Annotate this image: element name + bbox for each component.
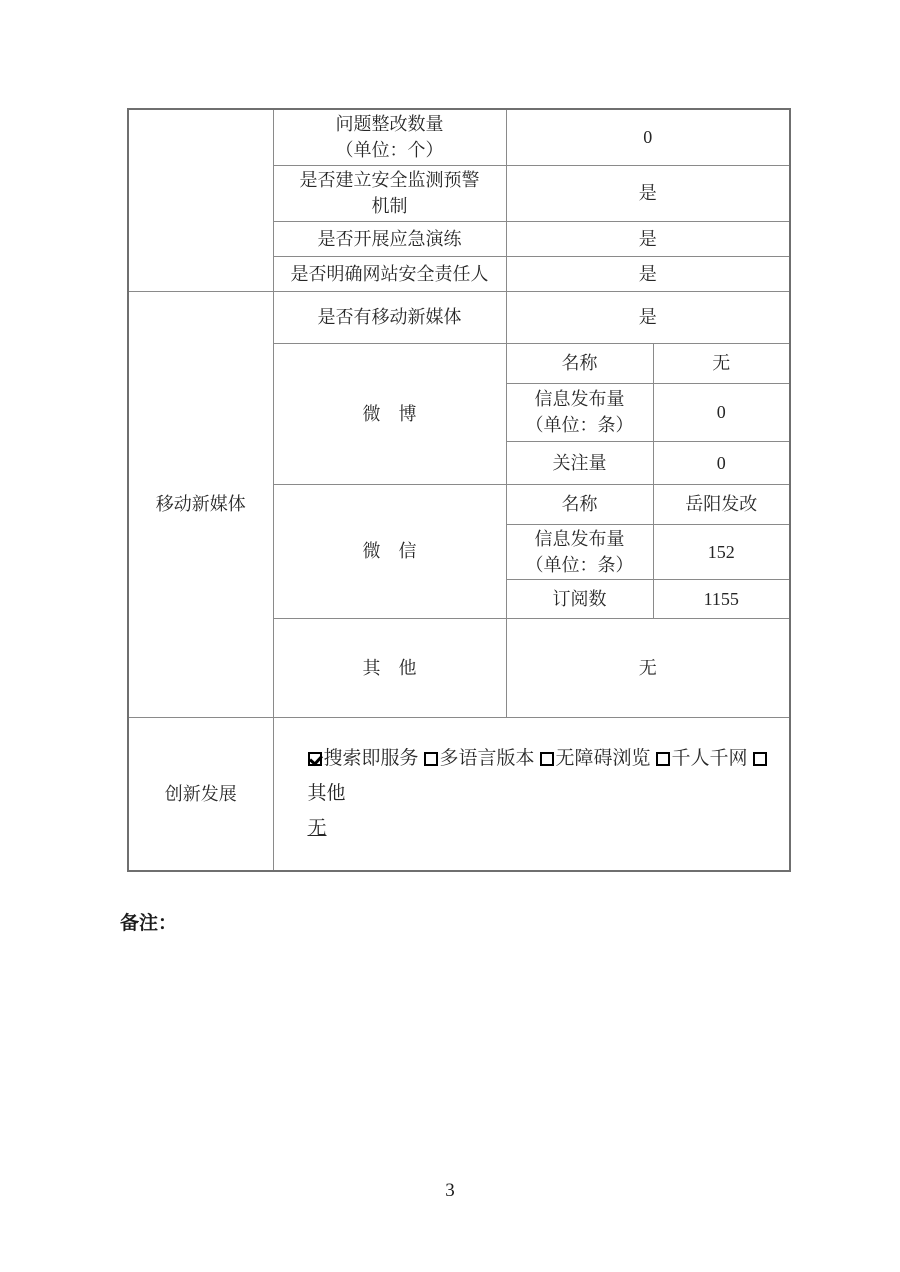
mobile-media-section-label: 移动新媒体	[128, 291, 273, 717]
table-row	[128, 291, 790, 343]
wechat-label: 微 信	[273, 484, 506, 618]
monitoring-warning-value: 是	[506, 165, 790, 221]
weibo-label: 微 博	[273, 343, 506, 484]
weibo-followers-label: 关注量	[506, 441, 653, 484]
other-option-checkbox[interactable]	[753, 752, 767, 766]
issues-rectified-value: 0	[506, 109, 790, 165]
accessibility-checkbox[interactable]	[540, 752, 554, 766]
label-line: （单位：个）	[335, 140, 444, 161]
issues-rectified-label	[273, 109, 506, 165]
search-as-service-label: 搜索即服务	[323, 748, 419, 770]
notes-label: 备注：	[120, 913, 178, 934]
weibo-followers-value: 0	[653, 441, 790, 484]
has-mobile-media-label: 是否有移动新媒体	[273, 291, 506, 343]
wechat-subscribers-label: 订阅数	[506, 579, 653, 618]
security-officer-value: 是	[506, 256, 790, 291]
label-line: 机制	[371, 196, 408, 216]
table-row	[128, 109, 790, 165]
wechat-name-label: 名称	[506, 484, 653, 524]
innovation-section-label: 创新发展	[128, 717, 273, 871]
other-media-label: 其 他	[273, 618, 506, 717]
other-media-value: 无	[506, 618, 790, 717]
annual-report-table	[127, 108, 791, 872]
weibo-name-value: 无	[653, 343, 790, 383]
accessibility-label: 无障碍浏览	[555, 748, 651, 770]
emergency-drill-value: 是	[506, 221, 790, 256]
site-security-section-cell	[128, 109, 273, 291]
label-line: （单位：条）	[525, 415, 634, 435]
wechat-posts-label	[506, 524, 653, 579]
personalized-web-label: 千人千网	[671, 748, 748, 770]
label-line: 问题整改数量	[335, 114, 444, 135]
weibo-posts-value: 0	[653, 383, 790, 441]
multilingual-checkbox[interactable]	[424, 752, 438, 766]
label-line: 信息发布量	[534, 389, 625, 409]
page-number: 3	[445, 1180, 455, 1201]
wechat-posts-value: 152	[653, 524, 790, 579]
monitoring-warning-label	[273, 165, 506, 221]
label-line: 信息发布量	[534, 528, 625, 549]
wechat-subscribers-value: 1155	[653, 579, 790, 618]
weibo-name-label: 名称	[506, 343, 653, 383]
table-row	[128, 717, 790, 871]
search-as-service-checkbox[interactable]	[308, 752, 322, 766]
label-line: 是否建立安全监测预警	[299, 170, 480, 190]
innovation-other-text: 无	[307, 818, 327, 840]
wechat-name-value: 岳阳发改	[653, 484, 790, 524]
multilingual-label: 多语言版本	[439, 748, 535, 770]
innovation-options-cell	[273, 717, 790, 871]
has-mobile-media-value: 是	[506, 291, 790, 343]
personalized-web-checkbox[interactable]	[656, 752, 670, 766]
emergency-drill-label: 是否开展应急演练	[273, 221, 506, 256]
other-option-label: 其他	[307, 783, 346, 805]
security-officer-label: 是否明确网站安全责任人	[273, 256, 506, 291]
weibo-posts-label	[506, 383, 653, 441]
label-line: （单位：条）	[525, 554, 634, 575]
